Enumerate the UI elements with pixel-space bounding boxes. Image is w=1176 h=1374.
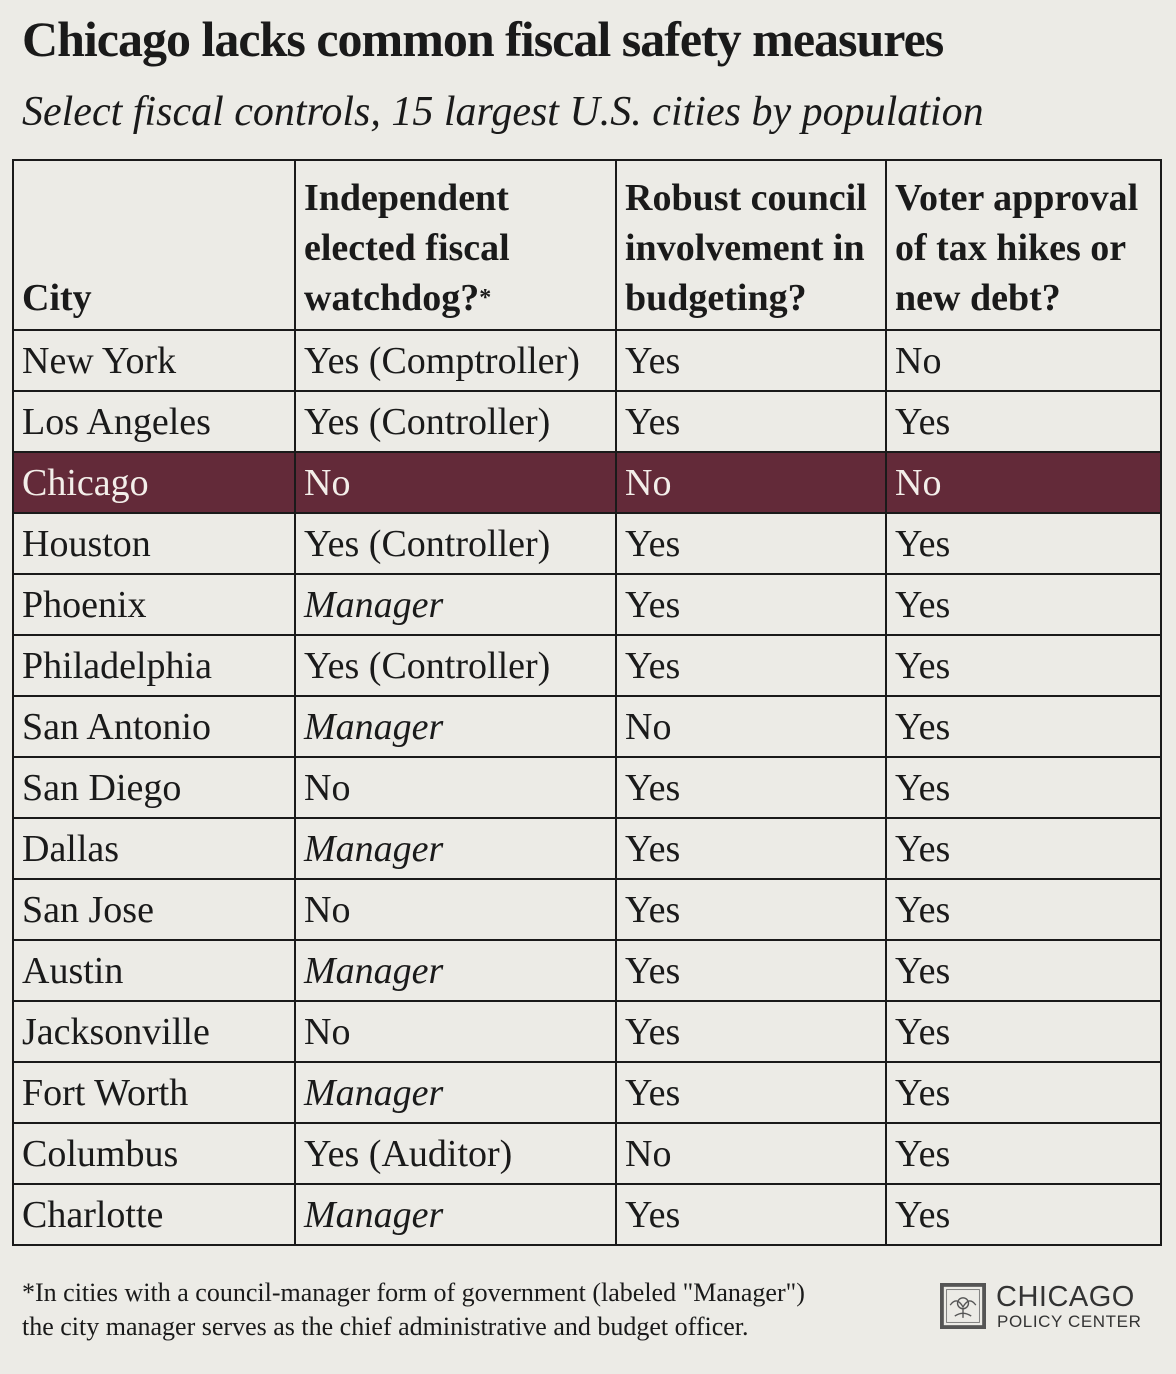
header-voter: Voter approval of tax hikes or new debt? — [886, 160, 1161, 330]
phoenix-seal-icon — [940, 1283, 986, 1329]
table-row — [13, 818, 1161, 879]
cell-council: Yes — [616, 1001, 886, 1062]
cell-city: Houston — [13, 513, 295, 574]
table-row — [13, 635, 1161, 696]
cell-council: Yes — [616, 940, 886, 1001]
table-row — [13, 940, 1161, 1001]
cell-council: Yes — [616, 635, 886, 696]
logo-subtitle: POLICY CENTER — [997, 1312, 1142, 1331]
table-row — [13, 391, 1161, 452]
logo-name: CHICAGO — [996, 1281, 1135, 1313]
chicago-policy-center-logo — [940, 1283, 1160, 1333]
cell-watchdog: No — [295, 879, 616, 940]
footnote-line-2: the city manager serves as the chief administrative and budget officer. — [22, 1312, 749, 1341]
cell-city: San Jose — [13, 879, 295, 940]
footnote — [22, 1276, 902, 1344]
cell-city: Jacksonville — [13, 1001, 295, 1062]
cell-voter: Yes — [886, 879, 1161, 940]
table-row — [13, 1062, 1161, 1123]
table-row — [13, 696, 1161, 757]
table-row — [13, 330, 1161, 391]
cell-city: Dallas — [13, 818, 295, 879]
table-row — [13, 1123, 1161, 1184]
cell-watchdog: Manager — [295, 696, 616, 757]
cell-city: Chicago — [13, 452, 295, 513]
cell-council: No — [616, 452, 886, 513]
table-row — [13, 757, 1161, 818]
cell-city: Charlotte — [13, 1184, 295, 1245]
cell-voter: Yes — [886, 1001, 1161, 1062]
cell-voter: Yes — [886, 818, 1161, 879]
cell-watchdog: No — [295, 757, 616, 818]
cell-city: San Antonio — [13, 696, 295, 757]
cell-council: Yes — [616, 1062, 886, 1123]
cell-voter: Yes — [886, 391, 1161, 452]
page-title: Chicago lacks common fiscal safety measures — [22, 11, 944, 67]
cell-watchdog: No — [295, 1001, 616, 1062]
cell-voter: Yes — [886, 757, 1161, 818]
cell-council: No — [616, 696, 886, 757]
cell-voter: Yes — [886, 574, 1161, 635]
header-council: Robust council involvement in budgeting? — [616, 160, 886, 330]
cell-voter: Yes — [886, 1062, 1161, 1123]
cell-council: Yes — [616, 879, 886, 940]
cell-watchdog: Yes (Controller) — [295, 513, 616, 574]
cell-voter: No — [886, 452, 1161, 513]
page-subtitle: Select fiscal controls, 15 largest U.S. cities by population — [22, 89, 984, 135]
cell-council: Yes — [616, 1184, 886, 1245]
table-header-row — [13, 160, 1161, 330]
cell-watchdog: Manager — [295, 574, 616, 635]
table-row — [13, 513, 1161, 574]
header-watchdog-label: Independent elected fiscal watchdog? — [304, 177, 510, 319]
cell-watchdog: Yes (Comptroller) — [295, 330, 616, 391]
cell-council: Yes — [616, 391, 886, 452]
cell-watchdog: Yes (Controller) — [295, 391, 616, 452]
table-row — [13, 1184, 1161, 1245]
cell-watchdog: Yes (Auditor) — [295, 1123, 616, 1184]
fiscal-controls-table — [12, 159, 1162, 1246]
cell-council: Yes — [616, 757, 886, 818]
cell-city: Los Angeles — [13, 391, 295, 452]
cell-watchdog: Yes (Controller) — [295, 635, 616, 696]
header-watchdog — [295, 160, 616, 330]
cell-watchdog: Manager — [295, 1184, 616, 1245]
cell-council: Yes — [616, 330, 886, 391]
table-row — [13, 452, 1161, 513]
cell-council: Yes — [616, 818, 886, 879]
cell-council: No — [616, 1123, 886, 1184]
cell-voter: Yes — [886, 1123, 1161, 1184]
table-row — [13, 879, 1161, 940]
cell-city: New York — [13, 330, 295, 391]
cell-watchdog: No — [295, 452, 616, 513]
cell-city: Philadelphia — [13, 635, 295, 696]
cell-watchdog: Manager — [295, 818, 616, 879]
cell-city: San Diego — [13, 757, 295, 818]
cell-voter: Yes — [886, 696, 1161, 757]
cell-watchdog: Manager — [295, 940, 616, 1001]
footnote-line-1: *In cities with a council-manager form of government (labeled "Manager") — [22, 1278, 805, 1307]
cell-council: Yes — [616, 513, 886, 574]
table-row — [13, 574, 1161, 635]
cell-council: Yes — [616, 574, 886, 635]
header-watchdog-note: * — [479, 285, 492, 311]
cell-city: Columbus — [13, 1123, 295, 1184]
table-row — [13, 1001, 1161, 1062]
table-body — [13, 330, 1161, 1245]
cell-city: Phoenix — [13, 574, 295, 635]
cell-watchdog: Manager — [295, 1062, 616, 1123]
cell-city: Austin — [13, 940, 295, 1001]
cell-voter: Yes — [886, 1184, 1161, 1245]
cell-city: Fort Worth — [13, 1062, 295, 1123]
cell-voter: No — [886, 330, 1161, 391]
cell-voter: Yes — [886, 635, 1161, 696]
cell-voter: Yes — [886, 513, 1161, 574]
header-city: City — [13, 160, 295, 330]
cell-voter: Yes — [886, 940, 1161, 1001]
